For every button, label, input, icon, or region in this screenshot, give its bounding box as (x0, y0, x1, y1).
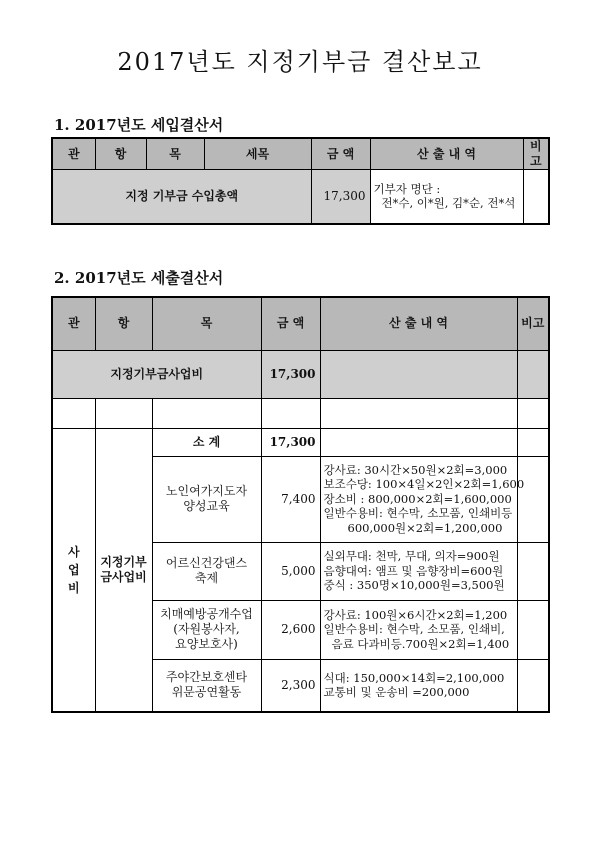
empty-cell (320, 398, 517, 428)
empty-cell (95, 398, 152, 428)
item-note (517, 600, 549, 659)
item-amount: 2,300 (261, 659, 320, 712)
income-header-details: 산 출 내 역 (370, 138, 523, 170)
item-details-line: 실외무대: 천막, 무대, 의자=900원 (323, 549, 500, 564)
item-details-line: 일반수용비: 현수막, 소모품, 인쇄비, (323, 622, 505, 637)
income-item: 지정 기부금 수입총액 (52, 170, 311, 224)
expense-header-mok: 목 (152, 297, 261, 350)
empty-cell (152, 398, 261, 428)
item-details-line: 음향대여: 앰프 및 음향장비=600원 (323, 563, 504, 578)
expense-table (51, 296, 550, 713)
expense-total-note (517, 350, 549, 398)
item-details-line: 보조수당: 100×4일×2인×2회=1,600 (323, 477, 525, 492)
group-gwan-char: 업 (67, 562, 80, 577)
empty-cell (52, 398, 95, 428)
expense-header-gwan: 관 (52, 297, 95, 350)
item-name-line: 축제 (194, 571, 219, 585)
income-details (370, 170, 523, 224)
item-amount: 7,400 (261, 456, 320, 542)
item-name-line: 양성교육 (183, 499, 230, 513)
item-details (320, 542, 517, 600)
item-amount: 5,000 (261, 542, 320, 600)
income-amount: 17,300 (311, 170, 370, 224)
income-heading: 1. 2017년도 세입결산서 (54, 116, 224, 134)
item-note (517, 542, 549, 600)
expense-header-details: 산 출 내 역 (320, 297, 517, 350)
subtotal-details (320, 428, 517, 456)
subtotal-label: 소 계 (152, 428, 261, 456)
item-name-line: 노인여가지도자 (165, 484, 248, 498)
income-header-semok: 세목 (204, 138, 311, 170)
item-details-line: 강사료: 30시간×50원×2회=3,000 (323, 463, 508, 478)
income-header-mok: 목 (146, 138, 204, 170)
item-name (152, 542, 261, 600)
expense-header-note: 비고 (517, 297, 549, 350)
group-hang-line: 금사업비 (100, 569, 147, 584)
item-name-line: 주야간보호센타 (165, 670, 248, 685)
expense-header-amount: 금 액 (261, 297, 320, 350)
item-amount: 2,600 (261, 600, 320, 659)
expense-header-hang: 항 (95, 297, 152, 350)
item-details-line: 중식 : 350명×10,000원=3,500원 (323, 578, 505, 593)
group-hang (95, 428, 152, 712)
income-header-note: 비고 (523, 138, 549, 170)
item-name-line: 치매예방공개수업 (160, 607, 253, 621)
income-header-amount: 금 액 (311, 138, 370, 170)
item-name (152, 659, 261, 712)
item-details-line: 강사료: 100원×6시간×2회=1,200 (323, 607, 508, 622)
income-note (523, 170, 549, 224)
group-gwan-char: 사 (67, 544, 80, 559)
item-name (152, 456, 261, 542)
group-gwan-char: 비 (67, 580, 80, 595)
empty-cell (261, 398, 320, 428)
empty-cell (517, 398, 549, 428)
expense-total-item: 지정기부금사업비 (52, 350, 261, 398)
income-details-line: 기부자 명단 : (373, 181, 441, 196)
group-gwan (52, 428, 95, 712)
income-details-line: 전*수, 이*원, 김*순, 전*석 (381, 196, 516, 211)
item-name (152, 600, 261, 659)
item-details-line: 600,000원×2회=1,200,000 (347, 520, 503, 535)
item-details-line: 일반수용비: 현수막, 소모품, 인쇄비등 (323, 506, 513, 521)
income-header-hang: 항 (95, 138, 146, 170)
item-name-line: 어르신건강댄스 (165, 556, 248, 570)
item-note (517, 659, 549, 712)
item-name-line: 위문공연활동 (171, 685, 242, 700)
expense-total-amount: 17,300 (261, 350, 320, 398)
expense-heading: 2. 2017년도 세출결산서 (54, 269, 224, 287)
item-details-line: 식대: 150,000×14회=2,100,000 (323, 670, 505, 685)
income-header-gwan: 관 (52, 138, 95, 170)
page-title: 2017년도 지정기부금 결산보고 (117, 48, 483, 76)
item-name-line: (자원봉사자, (173, 622, 240, 636)
item-details (320, 659, 517, 712)
item-details-line: 교통비 및 운송비 =200,000 (323, 685, 470, 700)
item-details-line: 장소비 : 800,000×2회=1,600,000 (323, 491, 512, 506)
item-details (320, 456, 525, 542)
group-hang-line: 지정기부 (100, 554, 147, 569)
subtotal-note (517, 428, 549, 456)
item-note (517, 456, 549, 542)
item-details-line: 음료 다과비등.700원×2회=1,400 (331, 636, 510, 651)
item-name-line: 요양보호사) (175, 637, 238, 651)
expense-total-details (320, 350, 517, 398)
income-table (51, 137, 550, 225)
subtotal-amount: 17,300 (261, 428, 320, 456)
item-details (320, 600, 517, 659)
